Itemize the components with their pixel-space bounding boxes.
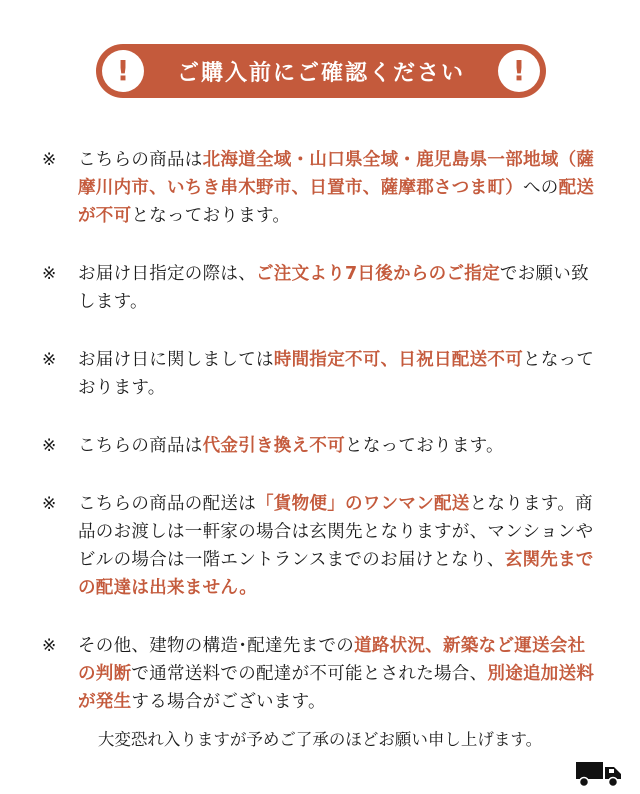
note-segment: する場合がございます。 — [131, 692, 326, 712]
note-item — [42, 146, 602, 230]
note-segment: その他、建物の構造･配達先までの — [78, 636, 355, 656]
note-segment: となっております。 — [78, 350, 595, 398]
note-segment: こちらの商品は — [78, 436, 203, 456]
highlight-text: 北海道全域・山口県全域・鹿児島県一部地域（薩摩川内市、いちき串木野市、日置市、薩摩郡さつま町） — [78, 150, 595, 198]
exclamation-icon: ! — [102, 50, 144, 92]
note-mark: ※ — [42, 436, 57, 456]
highlight-text: 玄関先までの配達は出来ません。 — [78, 550, 594, 598]
highlight-text: 代金引き換え不可 — [202, 436, 346, 456]
note-item — [42, 346, 602, 402]
note-segment: こちらの商品は — [78, 150, 203, 170]
highlight-text: 道路状況、新築など運送会社の判断 — [78, 636, 586, 684]
notice-banner — [96, 44, 546, 98]
note-segment: でお願い致します。 — [78, 264, 589, 312]
note-item — [42, 632, 602, 716]
note-text — [78, 432, 602, 460]
note-mark: ※ — [42, 494, 57, 514]
notes-list — [42, 146, 602, 746]
note-segment: こちらの商品の配送は — [78, 494, 256, 514]
note-item — [42, 260, 602, 316]
note-item — [42, 432, 602, 460]
note-mark: ※ — [42, 350, 57, 370]
highlight-text: 別途追加送料が発生 — [78, 664, 595, 712]
note-segment: となっております。 — [131, 206, 291, 226]
note-text — [78, 346, 602, 402]
note-text — [78, 490, 602, 602]
note-text — [78, 146, 602, 230]
note-mark: ※ — [42, 264, 57, 284]
note-segment: への — [523, 178, 559, 198]
highlight-text: 時間指定不可、日祝日配送不可 — [273, 350, 524, 370]
note-segment: で通常送料での配達が不可能とされた場合、 — [131, 664, 488, 684]
truck-icon — [576, 758, 622, 788]
note-mark: ※ — [42, 150, 57, 170]
closing-message: 大変恐れ入りますが予めご了承のほどお願い申し上げます。 — [97, 730, 543, 749]
highlight-text: ご注文より7日後からのご指定 — [256, 264, 500, 284]
exclamation-icon: ! — [498, 50, 540, 92]
note-mark: ※ — [42, 636, 57, 656]
note-text — [78, 260, 602, 316]
note-segment: お届け日指定の際は、 — [78, 264, 256, 284]
highlight-text: 配送が不可 — [78, 178, 595, 226]
note-text — [78, 632, 602, 716]
note-segment: となります。商品のお渡しは一軒家の場合は玄関先となりますが、マンションやビルの場合は一階エントランスまでのお届けとなり、 — [78, 494, 594, 570]
banner-title: ご購入前にご確認ください — [176, 60, 465, 86]
note-segment: お届け日に関しましては — [78, 350, 274, 370]
note-segment: となっております。 — [345, 436, 504, 456]
note-item — [42, 490, 602, 602]
highlight-text: 「貨物便」のワンマン配送 — [256, 494, 470, 514]
